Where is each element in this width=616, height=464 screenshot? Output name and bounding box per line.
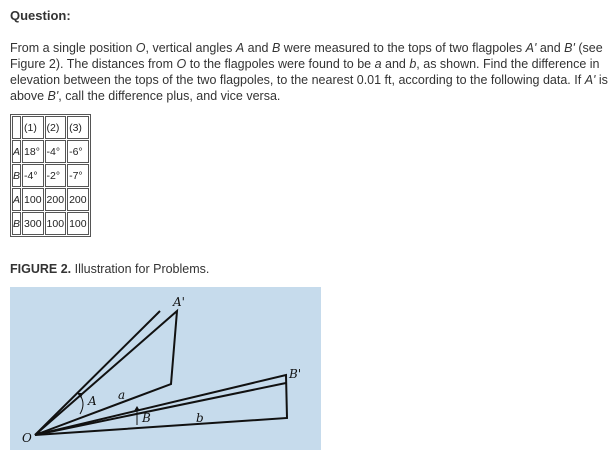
table-row-label: B <box>12 212 21 235</box>
table-cell: 100 <box>22 188 44 211</box>
table-row-label: A <box>12 140 21 163</box>
label-origin: O <box>22 431 32 445</box>
question-text-part: B' <box>47 89 59 103</box>
table-row <box>12 140 89 163</box>
table-cell: 100 <box>67 212 89 235</box>
table-row-label: B <box>12 164 21 187</box>
flagpole-diagram <box>10 287 321 450</box>
table-header-cell: (1) <box>22 116 44 139</box>
triangle-b <box>35 375 287 435</box>
question-heading: Question: <box>10 8 71 23</box>
table-header-cell: (2) <box>45 116 67 139</box>
question-text-part: and <box>536 41 565 55</box>
table-row <box>12 188 89 211</box>
question-text-part: and <box>381 57 410 71</box>
question-text-part: B <box>271 41 281 55</box>
question-text-part: O <box>135 41 146 55</box>
question-text-part: a <box>374 57 382 71</box>
question-text-part: , as shown. Find the difference in elevation between the tops of the two flagpoles, to the nearest 0.01 ft, according to the following data. If <box>10 57 600 87</box>
table-header-row <box>12 116 89 139</box>
table-header-cell <box>12 116 21 139</box>
table-cell: -2° <box>45 164 67 187</box>
question-text-part: A <box>235 41 245 55</box>
figure-caption-label: FIGURE 2. <box>10 262 72 276</box>
table-cell: -4° <box>22 164 44 187</box>
table-header-cell: (3) <box>67 116 89 139</box>
table-row-label: A <box>12 188 21 211</box>
question-text-part: , call the difference plus, and vice versa. <box>58 89 281 103</box>
label-a-prime: A' <box>173 295 185 309</box>
angle-b-arrow <box>134 406 140 411</box>
table-cell: 200 <box>45 188 67 211</box>
data-table <box>10 114 91 237</box>
question-text-part: and <box>244 41 272 55</box>
table-cell: 100 <box>45 212 67 235</box>
question-text-part: B' <box>564 41 575 55</box>
question-text <box>10 40 610 104</box>
question-text-part: O <box>176 57 187 71</box>
figure-caption-text: Illustration for Problems. <box>71 262 210 276</box>
label-dist-a: a <box>118 388 126 402</box>
question-text-part: were measured to the tops of two flagpoles <box>280 41 526 55</box>
question-text-part: A' <box>584 73 596 87</box>
angle-a-arc <box>80 395 83 414</box>
label-angle-b: B <box>142 411 151 425</box>
question-text-part: , vertical angles <box>145 41 236 55</box>
label-b-prime: B' <box>289 367 302 381</box>
label-angle-a: A <box>88 394 97 408</box>
table-cell: -7° <box>67 164 89 187</box>
label-dist-b: b <box>196 411 204 425</box>
question-text-part: is above <box>10 73 608 103</box>
table-row <box>12 164 89 187</box>
table-row <box>12 212 89 235</box>
table-cell: -4° <box>45 140 67 163</box>
figure-caption <box>10 262 209 276</box>
question-text-part: to the flagpoles were found to be <box>186 57 375 71</box>
table-cell: 18° <box>22 140 44 163</box>
question-text-part: (see Figure 2). The distances from <box>10 41 603 71</box>
question-text-part: From a single position <box>10 41 136 55</box>
flagpole-figure <box>10 287 321 450</box>
triangle-a <box>35 311 177 435</box>
question-text-part: A' <box>525 41 537 55</box>
question-text-part: b <box>409 57 417 71</box>
table-cell: 300 <box>22 212 44 235</box>
table-cell: 200 <box>67 188 89 211</box>
table-cell: -6° <box>67 140 89 163</box>
